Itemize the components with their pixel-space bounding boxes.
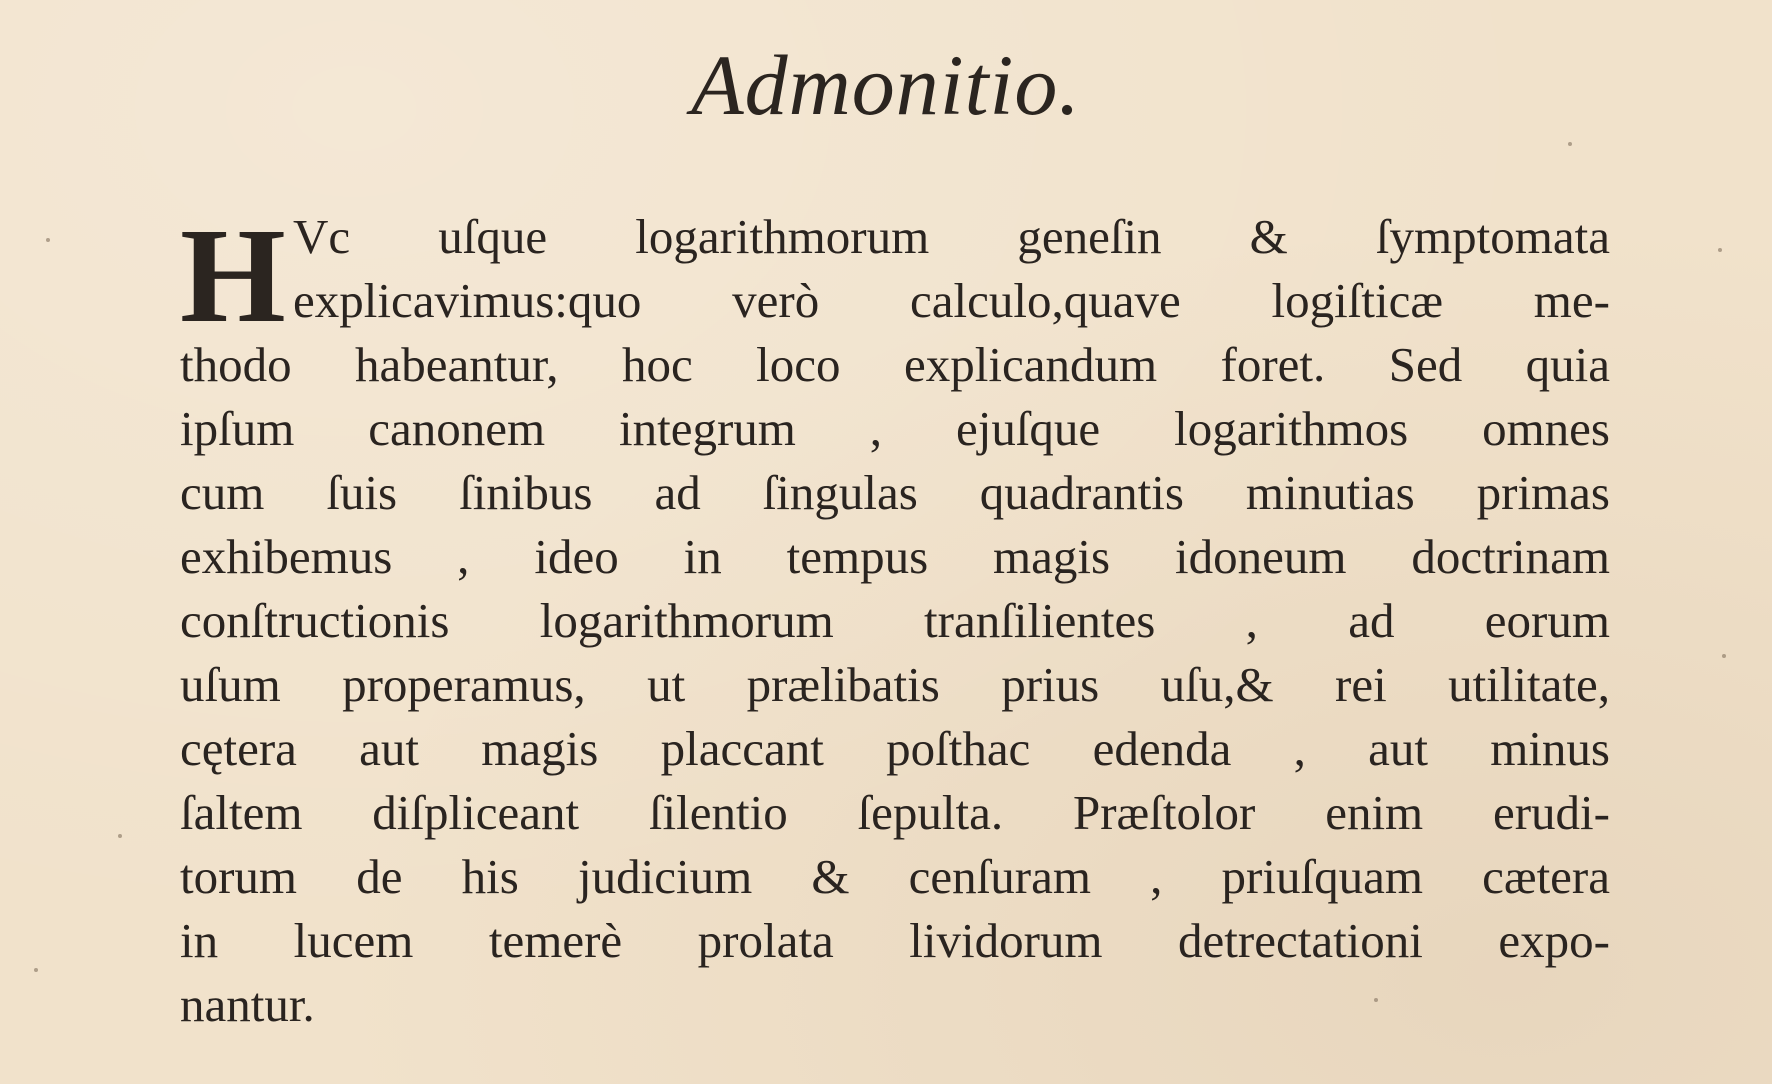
ink-speck <box>1722 654 1726 658</box>
text-line-5: cum ſuis ſinibus ad ſingulas quadrantis minutias primas <box>180 465 1610 520</box>
text-line-1: Vc uſque logarithmorum geneſin & ſymptomata <box>293 209 1610 264</box>
ink-speck <box>34 968 38 972</box>
text-line-10: ſaltem diſpliceant ſilentio ſepulta. Præſtolor enim erudi- <box>180 785 1610 840</box>
ink-speck <box>46 238 50 242</box>
text-line-9: cętera aut magis placcant poſthac edenda , aut minus <box>180 721 1610 776</box>
ink-speck <box>118 834 122 838</box>
text-line-4: ipſum canonem integrum , ejuſque logarithmos omnes <box>180 401 1610 456</box>
drop-cap: H <box>180 201 286 351</box>
text-line-3: thodo habeantur, hoc loco explicandum foret. Sed quia <box>180 337 1610 392</box>
ink-speck <box>1718 248 1722 252</box>
text-line-8: uſum properamus, ut prælibatis prius uſu,& rei utilitate, <box>180 657 1610 712</box>
text-line-13: nantur. <box>180 977 315 1032</box>
text-line-12: in lucem temerè prolata lividorum detrectationi expo- <box>180 913 1610 968</box>
text-line-7: conſtructionis logarithmorum tranſilientes , ad eorum <box>180 593 1610 648</box>
page-title: Admonitio. <box>691 37 1081 133</box>
text-line-2: explicavimus:quo verò calculo,quave logiſticæ me- <box>293 273 1610 328</box>
ink-speck <box>1568 142 1572 146</box>
text-line-6: exhibemus , ideo in tempus magis idoneum doctrinam <box>180 529 1610 584</box>
text-line-11: torum de his judicium & cenſuram , priuſquam cætera <box>180 849 1610 904</box>
